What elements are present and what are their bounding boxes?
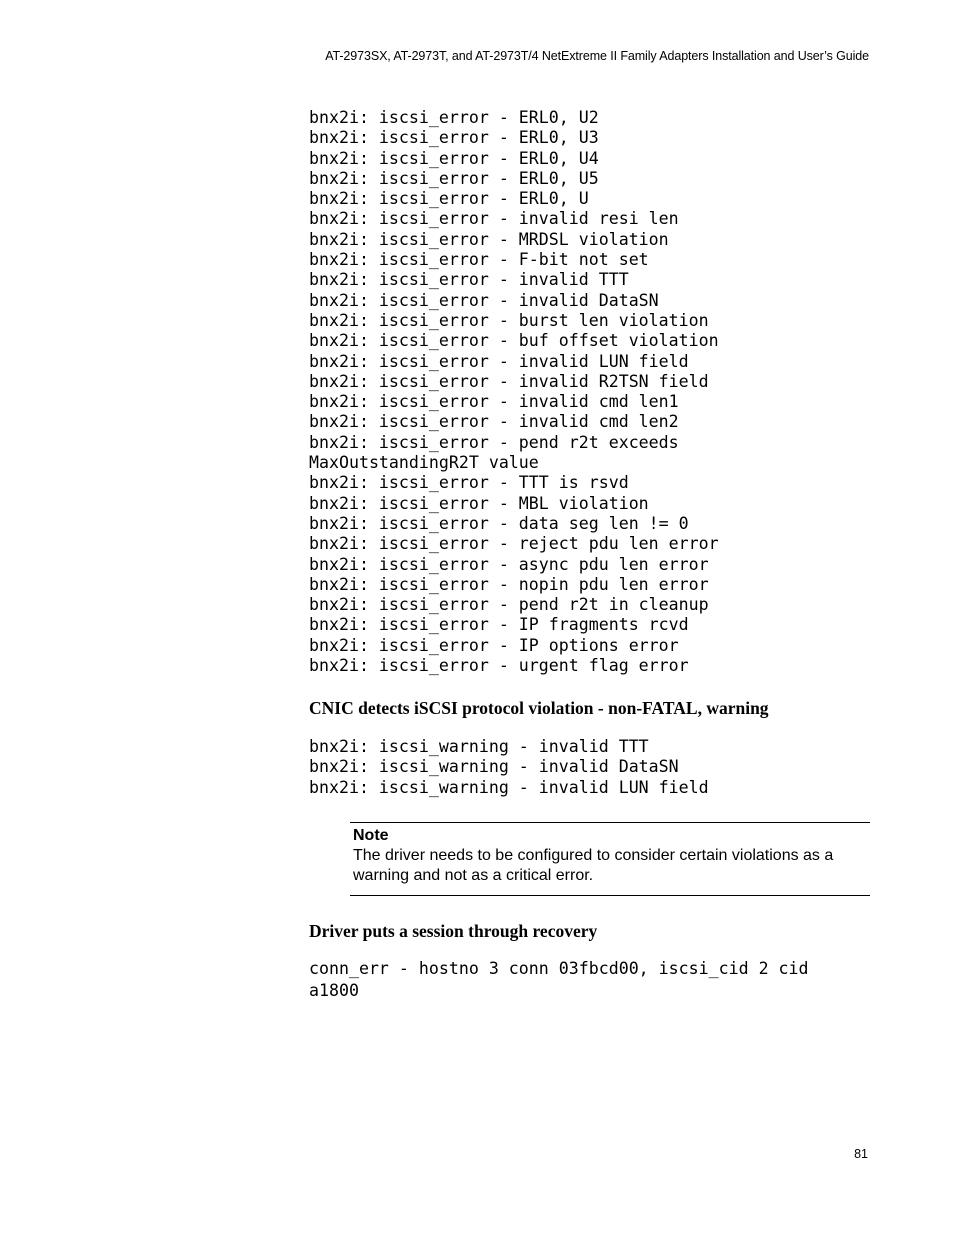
code-line: bnx2i: iscsi_error - reject pdu len error: [309, 534, 719, 554]
recovery-section-heading: Driver puts a session through recovery: [309, 921, 598, 941]
code-line: bnx2i: iscsi_error - ERL0, U3: [309, 128, 599, 148]
warning-section-heading-wrap: [309, 698, 869, 719]
code-line: bnx2i: iscsi_error - IP fragments rcvd: [309, 615, 689, 635]
code-line: bnx2i: iscsi_error - MBL violation: [309, 493, 649, 513]
code-line: bnx2i: iscsi_error - ERL0, U2: [309, 108, 599, 127]
code-line: bnx2i: iscsi_error - nopin pdu len error: [309, 574, 709, 594]
code-line: bnx2i: iscsi_error - pend r2t in cleanup: [309, 595, 709, 615]
code-line: bnx2i: iscsi_warning - invalid TTT: [309, 737, 649, 756]
code-line: bnx2i: iscsi_error - TTT is rsvd: [309, 473, 629, 493]
code-line: bnx2i: iscsi_error - invalid LUN field: [309, 351, 689, 371]
code-line: bnx2i: iscsi_warning - invalid DataSN: [309, 757, 679, 777]
code-line: bnx2i: iscsi_warning - invalid LUN field: [309, 777, 709, 797]
code-line: MaxOutstandingR2T value: [309, 453, 539, 473]
code-line: bnx2i: iscsi_error - invalid R2TSN field: [309, 371, 709, 391]
running-header: AT-2973SX, AT-2973T, and AT-2973T/4 NetExtreme II Family Adapters Installation and User’s Guide: [325, 49, 869, 63]
code-line: bnx2i: iscsi_error - invalid DataSN: [309, 290, 659, 310]
code-line: bnx2i: iscsi_error - buf offset violation: [309, 331, 719, 351]
recovery-code-block: [309, 958, 869, 1001]
recovery-code-listing: [309, 958, 869, 1001]
warning-code-listing: [309, 737, 869, 798]
note-title: Note: [353, 827, 389, 844]
page-number: 81: [854, 1147, 868, 1161]
warning-code-block: [309, 737, 869, 798]
code-line: bnx2i: iscsi_error - F-bit not set: [309, 250, 649, 270]
code-line: bnx2i: iscsi_error - ERL0, U: [309, 189, 589, 209]
note-line-2: warning and not as a critical error.: [353, 867, 594, 884]
code-line: bnx2i: iscsi_error - MRDSL violation: [309, 229, 669, 249]
code-line: bnx2i: iscsi_error - ERL0, U4: [309, 148, 599, 168]
note-line-1: The driver needs to be configured to consider certain violations as a: [353, 847, 834, 864]
code-line: conn_err - hostno 3 conn 03fbcd00, iscsi_cid 2 cid: [309, 959, 809, 978]
code-line: bnx2i: iscsi_error - burst len violation: [309, 310, 709, 330]
note-body: [353, 846, 870, 886]
code-line: bnx2i: iscsi_error - invalid cmd len1: [309, 392, 679, 412]
code-line: bnx2i: iscsi_error - IP options error: [309, 635, 679, 655]
error-code-listing: [309, 108, 869, 676]
code-line: bnx2i: iscsi_error - urgent flag error: [309, 656, 689, 676]
recovery-section-heading-wrap: [309, 921, 869, 942]
error-code-block: [309, 108, 869, 676]
code-line: bnx2i: iscsi_error - pend r2t exceeds: [309, 432, 679, 452]
note-box: [350, 822, 870, 896]
code-line: a1800: [309, 980, 359, 1000]
code-line: bnx2i: iscsi_error - ERL0, U5: [309, 168, 599, 188]
code-line: bnx2i: iscsi_error - async pdu len error: [309, 554, 709, 574]
code-line: bnx2i: iscsi_error - data seg len != 0: [309, 513, 689, 533]
code-line: bnx2i: iscsi_error - invalid cmd len2: [309, 412, 679, 432]
code-line: bnx2i: iscsi_error - invalid resi len: [309, 209, 679, 229]
code-line: bnx2i: iscsi_error - invalid TTT: [309, 270, 629, 290]
warning-section-heading: CNIC detects iSCSI protocol violation - non-FATAL, warning: [309, 698, 769, 718]
